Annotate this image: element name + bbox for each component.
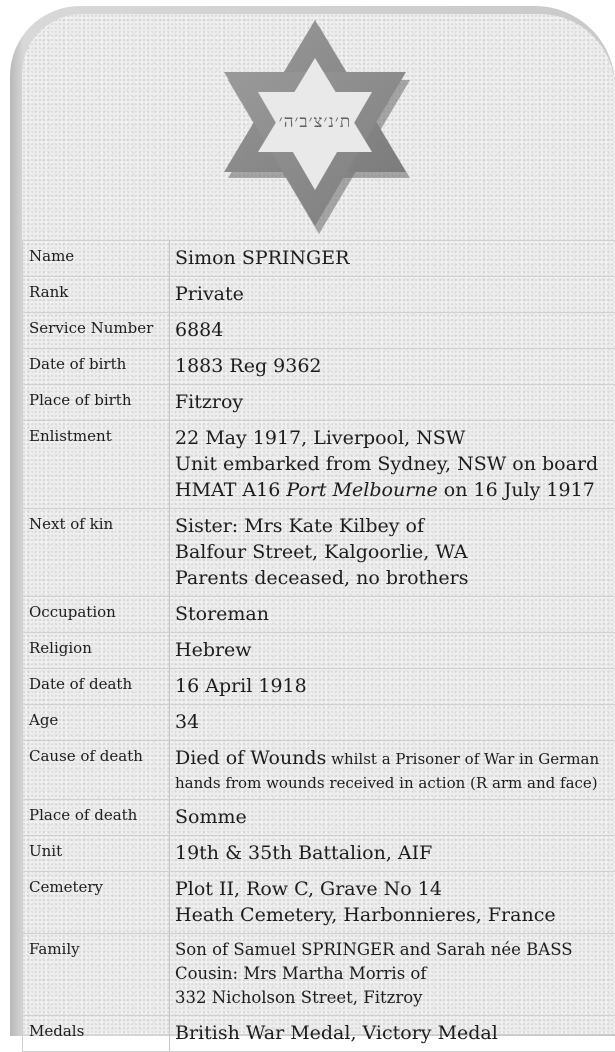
value-date-of-death: 16 April 1918 [170, 669, 615, 705]
row-date-of-birth [23, 349, 615, 385]
row-family [23, 934, 615, 1016]
row-cemetery [23, 872, 615, 934]
row-occupation [23, 597, 615, 633]
row-age [23, 705, 615, 741]
value-religion: Hebrew [170, 633, 615, 669]
label-place-of-death: Place of death [23, 800, 170, 836]
row-rank [23, 277, 615, 313]
row-place-of-death [23, 800, 615, 836]
label-unit: Unit [23, 836, 170, 872]
enlistment-embark-date: on 16 July 1917 [438, 479, 595, 501]
value-occupation: Storeman [170, 597, 615, 633]
next-of-kin-line-1: Sister: Mrs Kate Kilbey of [175, 513, 611, 539]
label-cause-of-death: Cause of death [23, 741, 170, 800]
cemetery-line-2: Heath Cemetery, Harbonnieres, France [175, 902, 611, 928]
row-unit [23, 836, 615, 872]
cause-of-death-line-2: hands from wounds received in action (R arm and face) [175, 772, 611, 794]
label-date-of-death: Date of death [23, 669, 170, 705]
row-medals [23, 1016, 615, 1052]
value-place-of-death: Somme [170, 800, 615, 836]
value-unit: 19th & 35th Battalion, AIF [170, 836, 615, 872]
label-name: Name [23, 241, 170, 277]
label-rank: Rank [23, 277, 170, 313]
label-age: Age [23, 705, 170, 741]
service-details-table [22, 240, 615, 1052]
enlistment-line-3 [175, 477, 611, 503]
label-medals: Medals [23, 1016, 170, 1052]
enlistment-ship-name: Port Melbourne [286, 479, 437, 501]
value-name: Simon SPRINGER [170, 241, 615, 277]
label-date-of-birth: Date of birth [23, 349, 170, 385]
label-enlistment: Enlistment [23, 421, 170, 509]
value-cemetery [170, 872, 615, 934]
value-rank: Private [170, 277, 615, 313]
cemetery-line-1: Plot II, Row C, Grave No 14 [175, 876, 611, 902]
value-place-of-birth: Fitzroy [170, 385, 615, 421]
family-line-1: Son of Samuel SPRINGER and Sarah née BASS [175, 938, 611, 962]
row-religion [23, 633, 615, 669]
cause-of-death-detail: whilst a Prisoner of War in German [326, 750, 599, 768]
label-next-of-kin: Next of kin [23, 509, 170, 597]
value-medals: British War Medal, Victory Medal [170, 1016, 615, 1052]
label-religion: Religion [23, 633, 170, 669]
row-enlistment [23, 421, 615, 509]
value-enlistment [170, 421, 615, 509]
label-family: Family [23, 934, 170, 1016]
row-cause-of-death [23, 741, 615, 800]
label-cemetery: Cemetery [23, 872, 170, 934]
next-of-kin-line-3: Parents deceased, no brothers [175, 565, 611, 591]
row-service-number [23, 313, 615, 349]
value-cause-of-death [170, 741, 615, 800]
cause-of-death-main: Died of Wounds [175, 747, 326, 769]
enlistment-line-1: 22 May 1917, Liverpool, NSW [175, 425, 611, 451]
enlistment-transport: HMAT A16 [175, 479, 286, 501]
label-place-of-birth: Place of birth [23, 385, 170, 421]
family-line-3: 332 Nicholson Street, Fitzroy [175, 986, 611, 1010]
row-next-of-kin [23, 509, 615, 597]
value-date-of-birth: 1883 Reg 9362 [170, 349, 615, 385]
cause-of-death-line-1 [175, 745, 611, 772]
next-of-kin-line-2: Balfour Street, Kalgoorlie, WA [175, 539, 611, 565]
family-line-2: Cousin: Mrs Martha Morris of [175, 962, 611, 986]
row-date-of-death [23, 669, 615, 705]
label-service-number: Service Number [23, 313, 170, 349]
row-place-of-birth [23, 385, 615, 421]
value-age: 34 [170, 705, 615, 741]
enlistment-line-2: Unit embarked from Sydney, NSW on board [175, 451, 611, 477]
emblem-inscription: ת׳נ׳צ׳ב׳ה׳ [268, 112, 362, 132]
value-next-of-kin [170, 509, 615, 597]
value-family [170, 934, 615, 1016]
value-service-number: 6884 [170, 313, 615, 349]
label-occupation: Occupation [23, 597, 170, 633]
row-name [23, 241, 615, 277]
